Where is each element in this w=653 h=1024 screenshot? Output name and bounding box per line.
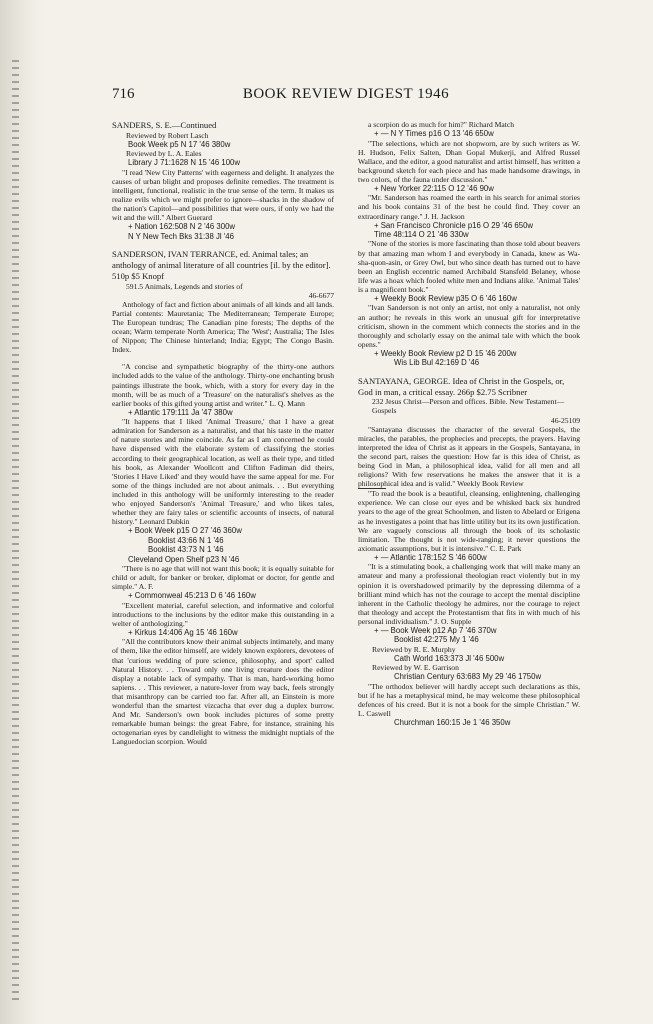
binding-mark [12,60,19,62]
review-citation: + Book Week p15 O 27 '46 360w [128,526,242,536]
binding-mark [12,354,19,356]
binding-mark [12,172,19,174]
binding-mark [12,403,19,405]
review-citation: Christian Century 63:683 My 29 '46 1750w [394,672,542,682]
binding-mark [12,151,19,153]
binding-mark [12,879,19,881]
binding-mark [12,102,19,104]
review-citation: + — Book Week p12 Ap 7 '46 370w [374,625,497,635]
binding-mark [12,557,19,559]
binding-mark [12,851,19,853]
binding-mark [12,711,19,713]
binding-mark [12,802,19,804]
binding-mark [12,382,19,384]
entry-heading: SANDERSON, IVAN TERRANCE, ed. Animal tales; an anthology of animal literature of all countries [il. by the editor]. 510p $5 Knopf [112,249,331,281]
binding-mark [12,760,19,762]
review-citation: + Kirkus 14:406 Ag 15 '46 160w [128,627,238,637]
entry-spacer [358,368,580,376]
review-citation: + Nation 162:508 N 2 '46 300w [128,222,236,232]
binding-mark [12,627,19,629]
binding-mark [12,837,19,839]
binding-mark [12,564,19,566]
review-citation: Churchman 160:15 Je 1 '46 350w [394,718,511,728]
binding-mark [12,613,19,615]
binding-mark [12,487,19,489]
binding-mark [12,242,19,244]
binding-mark [12,844,19,846]
review-excerpt: "The selections, which are not shopworn, are by such writers as W. H. Hudson, Felix Salten, Dhan Gopal Mukerji, and Alfred Russel Wallace, and the editor, a good naturalist and artist himself, has written a background sketch for each piece and has made handsome drawings, in two colors, of the fauna under discussion." [358,138,580,184]
review-excerpt: a scorpion do as much for him?" Richard Match [368,120,515,129]
binding-mark [12,914,19,916]
entry-heading: SANTAYANA, GEORGE. Idea of Christ in the Gospels, or, God in man, a critical essay. 266p $2.75 Scribner [358,375,565,397]
binding-mark [12,620,19,622]
binding-mark [12,396,19,398]
binding-mark [12,599,19,601]
binding-mark [12,991,19,993]
review-citation: Book Week p5 N 17 '46 380w [128,139,231,149]
binding-mark [12,221,19,223]
binding-mark [12,375,19,377]
binding-mark [12,858,19,860]
review-excerpt: "It is a stimulating book, a challenging work that will make many an amateur and many a professional theologian react violently but in my opinion it is overshadowed primarily by the depressing dilemma of a brilliant mind which has not the courage to accept the mental discipline inherent in the Catholic theology he admires, nor the courage to reject that theology and accept the Protestantism that fits in with much of his personal individualism." J. O. Supple [358,562,580,626]
entry-spacer [112,354,334,362]
review-citation: Wis Lib Bul 42:169 D '46 [394,358,480,368]
binding-mark [12,284,19,286]
binding-mark [12,795,19,797]
binding-mark [12,480,19,482]
binding-mark [12,417,19,419]
review-citation: Cath World 163:373 Jl '46 500w [394,653,505,663]
binding-mark [12,277,19,279]
review-excerpt: "Santayana discusses the character of the several Gospels, the miracles, the parables, the prophecies and precepts, the prayers. Having interpreted the idea of Christ as it appears in the Gospels, Santayana, in the second part, raises the question: How far is this idea of Christ, as being God in Man, a philosophical idea, valid for all men and all religions? With few reservations he makes the answer that it is a philosophical idea and is valid." Weekly Book Review [358,424,580,489]
binding-mark [12,235,19,237]
review-excerpt: "Ivan Sanderson is not only an artist, not only a naturalist, not only an author; he reveals in this work an unusual gift for interpretative criticism, shown in the comment which connects the stories and in the thoroughly and scholarly essay on the animal tale with which the book opens." [358,303,580,349]
review-excerpt: "All the contributors know their animal subjects intimately, and many of them, like the editor himself, are widely known explorers, devotees of that 'curious wedding of pure science, philosophy, and sport' called Natural History. . . Toward only one living creature does the editor display a notable lack of sympathy. That is man, hard-working homo sapiens. . . This reviewer, a nature-lover from way back, feels strongly that misanthropy can be carried too far. After all, an Einstein is more wonderful than the smartest vizcacha that ever dug a duplex burrow. And Mr. Sanderson's own book includes pictures of some pretty remarkable human beings: the great Fabre, for instance, straining his octogenarian eyes by candlelight to witness the midnight nuptials of the Languedocian scorpion. Would [112,637,334,747]
binding-mark [12,536,19,538]
review-citation: Cleveland Open Shelf p23 N '46 [128,554,240,564]
binding-mark [12,144,19,146]
binding-mark [12,368,19,370]
review-excerpt: "The orthodox believer will hardly accept such declarations as this, but if he has a metaphysical mind, he may welcome these philosophical defences of his creed. But it is not a book for the simple Christian." W. L. Caswell [358,681,580,719]
review-citation: + Weekly Book Review p35 O 6 '46 160w [374,294,517,304]
binding-mark [12,543,19,545]
binding-mark [12,74,19,76]
subject-or-reviewer-line: Reviewed by Robert Lasch [126,130,209,140]
review-citation: Booklist 42:275 My 1 '46 [394,635,479,645]
binding-mark [12,431,19,433]
lc-card-number: 46-6677 [308,290,334,300]
binding-mark [12,410,19,412]
binding-mark [12,746,19,748]
binding-mark [12,928,19,930]
entry-spacer [112,241,334,249]
binding-mark [12,648,19,650]
binding-mark [12,830,19,832]
binding-mark [12,508,19,510]
binding-mark [12,690,19,692]
binding-mark [12,676,19,678]
review-citation: + — Atlantic 178:152 S '46 600w [374,552,487,562]
binding-mark [12,641,19,643]
subject-or-reviewer-line: Reviewed by L. A. Eales [126,149,202,159]
binding-mark [12,739,19,741]
binding-mark [12,340,19,342]
review-excerpt: "Excellent material, careful selection, and informative and colorful introductions to the inclusions by the editor make this outstanding in a welter of anthologizing." [112,600,334,628]
review-excerpt: Anthology of fact and fiction about animals of all kinds and all lands. Partial contents: Mauretania; The Mediterranean; Temperate Europe; The European tundras; The Canadian pine forests; The depths of the ocean; Warm temperate North America; The 'West'; Australia; The Isles of Nippon; The Chinese hinterland; India; Egypt; The Congo Basin. Index. [112,299,334,355]
binding-mark [12,550,19,552]
review-citation: Booklist 43:73 N 1 '46 [148,545,224,555]
binding-mark [12,781,19,783]
binding-mark [12,606,19,608]
binding-marks [12,0,22,1024]
binding-mark [12,333,19,335]
review-citation: Booklist 43:66 N 1 '46 [148,535,224,545]
binding-mark [12,942,19,944]
two-column-body [112,120,580,746]
binding-mark [12,662,19,664]
review-citation: N Y New Tech Bks 31:38 Jl '46 [128,231,234,241]
binding-mark [12,445,19,447]
binding-mark [12,158,19,160]
binding-mark [12,326,19,328]
binding-mark [12,389,19,391]
subject-or-reviewer-line: Reviewed by R. E. Murphy [372,644,456,654]
binding-mark [12,214,19,216]
binding-mark [12,228,19,230]
right-column [358,120,580,746]
binding-mark [12,81,19,83]
binding-mark [12,907,19,909]
binding-mark [12,494,19,496]
binding-mark [12,263,19,265]
binding-mark [12,893,19,895]
binding-mark [12,95,19,97]
binding-mark [12,123,19,125]
binding-mark [12,424,19,426]
binding-mark [12,249,19,251]
binding-mark [12,578,19,580]
binding-mark [12,634,19,636]
review-excerpt: "There is no age that will not want this book; it is equally suitable for child or adult, for banker or broker, diplomat or doctor, for gentle and simple." A. F. [112,563,334,592]
binding-mark [12,921,19,923]
review-excerpt: "I read 'New City Patterns' with eagerness and delight. It analyzes the causes of urban blight and proposes definite remedies. The treatment is intelligent, functional, realistic in the true sense of the term. It makes us realize evils which we might prefer to ignore—shacks in the shadow of the nation's Capitol—and possibilities that were ours, if only we had the wit and the will." Albert Guerard [112,167,334,223]
binding-mark [12,949,19,951]
binding-mark [12,522,19,524]
review-excerpt: "To read the book is a beautiful, cleansing, enlightening, challenging experience. We can close our eyes and be whisked back six hundred years to the age of the great Schoolmen, and listen to Abelard or Erigena as he investigates a point that has little utility but its its own justification. We are vaguely conscious all through the book of its scholastic limitation. The thought is not wide-ranging; it never questions the axiomatic assumptions, but it is intensive." C. E. Park [358,489,580,553]
binding-mark [12,956,19,958]
binding-mark [12,88,19,90]
binding-mark [12,291,19,293]
subject-or-reviewer-line: Reviewed by W. E. Garrison [372,663,459,673]
review-citation: + Commonweal 45:213 D 6 '46 160w [128,591,256,601]
subject-or-reviewer-line: 232 Jesus Christ—Person and offices. Bible. New Testament—Gospels [372,397,565,416]
binding-mark [12,872,19,874]
binding-mark [12,116,19,118]
binding-mark [12,788,19,790]
review-citation: + — N Y Times p16 O 13 '46 650w [374,129,494,139]
review-citation: + Atlantic 179:111 Ja '47 380w [128,407,233,417]
entry-heading: SANDERS, S. E.—Continued [112,120,217,130]
review-citation: + Weekly Book Review p2 D 15 '46 200w [374,348,517,358]
binding-mark [12,669,19,671]
binding-mark [12,809,19,811]
binding-mark [12,823,19,825]
review-citation: Library J 71:1628 N 15 '46 100w [128,158,241,168]
binding-mark [12,298,19,300]
binding-mark [12,347,19,349]
review-excerpt: "Mr. Sanderson has roamed the earth in his search for animal stories and his book contains 31 of the best he could find. They cover an extraordinary range." J. H. Jackson [358,193,580,221]
binding-mark [12,186,19,188]
binding-mark [12,865,19,867]
binding-mark [12,767,19,769]
binding-mark [12,193,19,195]
review-citation: + San Francisco Chronicle p16 O 29 '46 650w [374,220,534,230]
binding-mark [12,984,19,986]
binding-mark [12,963,19,965]
binding-mark [12,361,19,363]
binding-mark [12,977,19,979]
binding-mark [12,305,19,307]
binding-mark [12,270,19,272]
binding-mark [12,319,19,321]
binding-mark [12,438,19,440]
binding-mark [12,473,19,475]
binding-mark [12,592,19,594]
binding-mark [12,774,19,776]
binding-mark [12,816,19,818]
binding-mark [12,466,19,468]
review-excerpt: "None of the stories is more fascinating than those told about beavers by that amazing man whom I and everybody in Canada, knew as Wa-sha-quon-asin, or Grey Owl, but who since death has turned out to have been an English eccentric named Archibald Stansfeld Belaney, whose life was a hoax which fooled white men and Indians alike. 'Animal Tales' is a magnificent book." [358,239,581,294]
binding-mark [12,501,19,503]
binding-mark [12,165,19,167]
review-excerpt: "A concise and sympathetic biography of the thirty-one authors included adds to the value of the anthology. Thirty-one enchanting brush paintings illustrate the book, which, with a story for every day in the month, will be as much of a 'Treasure' on the naturalist's shelves as the earlier books of this gifted young artist and writer." L. Q. Mann [112,362,334,408]
binding-mark [12,109,19,111]
left-column [112,120,334,746]
binding-mark [12,732,19,734]
binding-mark [12,179,19,181]
binding-mark [12,67,19,69]
running-title: BOOK REVIEW DIGEST 1946 [242,86,450,102]
binding-mark [12,704,19,706]
subject-or-reviewer-line: 591.5 Animals, Legends and stories of [126,281,243,291]
binding-mark [12,935,19,937]
binding-mark [12,529,19,531]
binding-mark [12,998,19,1000]
lc-card-number: 46-25109 [550,415,580,425]
review-excerpt: "It happens that I liked 'Animal Treasure,' that I have a great admiration for Sanderson as a naturalist, and that his taste in the matter of nature stories and mine coincide. As far as I am concerned he could have dispensed with the elaborate system of classifying the stories according to their geographical location, as well as their type, and titled his book, as Alexander Woollcott and Clifton Fadiman did theirs, 'Stories I Have Liked' and they would have the same appeal for me. For some of the things included are not about animals. . . But everything included in this anthology will be uniformly interesting to the reader who enjoyed Sanderson's 'Animal Treasure,' and who likes tales, whether they are fairy tales or scientific accounts of insects, of natural history." Leonard Dubkin [112,417,334,527]
page-header [112,86,580,108]
binding-mark [12,571,19,573]
binding-mark [12,718,19,720]
review-citation: Time 48:114 O 21 '46 330w [374,230,469,240]
binding-mark [12,683,19,685]
binding-mark [12,585,19,587]
binding-mark [12,137,19,139]
binding-mark [12,459,19,461]
binding-mark [12,256,19,258]
binding-mark [12,886,19,888]
binding-mark [12,130,19,132]
review-citation: + New Yorker 22:115 O 12 '46 90w [374,183,494,193]
page-number: 716 [112,86,135,102]
binding-mark [12,452,19,454]
book-page [112,86,580,746]
binding-mark [12,655,19,657]
binding-mark [12,900,19,902]
binding-mark [12,207,19,209]
binding-mark [12,697,19,699]
binding-mark [12,312,19,314]
binding-mark [12,725,19,727]
binding-mark [12,515,19,517]
binding-mark [12,970,19,972]
binding-mark [12,200,19,202]
binding-mark [12,753,19,755]
